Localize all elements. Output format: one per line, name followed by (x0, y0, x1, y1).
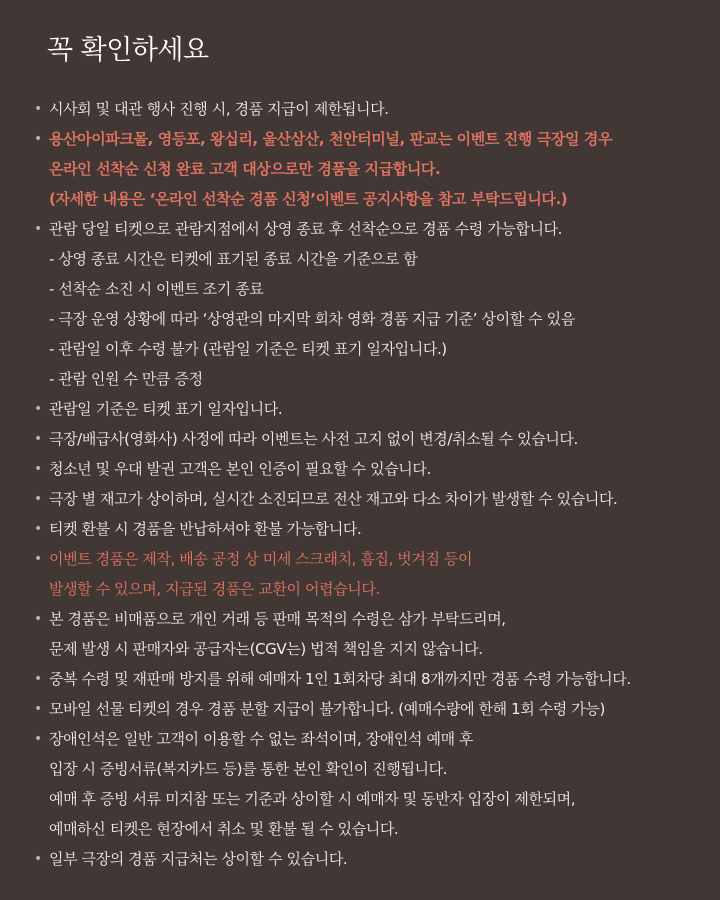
notice-item (0, 724, 720, 754)
bullet-icon: • (34, 731, 42, 747)
notice-item (0, 544, 720, 574)
notice-text: 장애인석은 일반 고객이 이용할 수 없는 좌석이며, 장애인석 예매 후 (49, 730, 474, 748)
notice-text: 이벤트 경품은 제작, 배송 공정 상 미세 스크래치, 흠집, 벗겨짐 등이 (49, 550, 473, 568)
notice-item-continuation (0, 754, 720, 784)
notice-item-continuation (0, 814, 720, 844)
notice-text: 온라인 선착순 신청 완료 고객 대상으로만 경품을 지급합니다. (49, 160, 441, 178)
bullet-icon: • (34, 551, 42, 567)
notice-text: 문제 발생 시 판매자와 공급자는(CGV는) 법적 책임을 지지 않습니다. (49, 640, 483, 658)
notice-item (0, 664, 720, 694)
notice-item (0, 454, 720, 484)
notice-text: 티켓 환불 시 경품을 반납하셔야 환불 가능합니다. (49, 520, 362, 538)
notice-item-continuation (0, 154, 720, 184)
bullet-icon: • (34, 851, 42, 867)
bullet-icon: • (34, 671, 42, 687)
notice-item-continuation (0, 274, 720, 304)
notice-item-continuation (0, 304, 720, 334)
notice-item-continuation (0, 184, 720, 214)
notice-item-continuation (0, 784, 720, 814)
notice-text: 모바일 선물 티켓의 경우 경품 분할 지급이 불가합니다. (예매수량에 한해 1회 수령 가능) (49, 700, 605, 718)
notice-item (0, 844, 720, 874)
notice-item (0, 424, 720, 454)
notice-item-continuation (0, 364, 720, 394)
bullet-icon: • (34, 431, 42, 447)
notice-text: - 선착순 소진 시 이벤트 조기 종료 (49, 280, 264, 298)
bullet-icon: • (34, 401, 42, 417)
bullet-icon: • (34, 701, 42, 717)
notice-text: 극장/배급사(영화사) 사정에 따라 이벤트는 사전 고지 없이 변경/취소될 수 있습니다. (49, 430, 578, 448)
notice-text: 본 경품은 비매품으로 개인 거래 등 판매 목적의 수령은 삼가 부탁드리며, (49, 610, 506, 628)
notice-text: 청소년 및 우대 발권 고객은 본인 인증이 필요할 수 있습니다. (49, 460, 431, 478)
notice-item (0, 94, 720, 124)
notice-item-continuation (0, 244, 720, 274)
notice-item (0, 484, 720, 514)
notice-text: - 관람일 이후 수령 불가 (관람일 기준은 티켓 표기 일자입니다.) (49, 340, 447, 358)
notice-text: 발생할 수 있으며, 지급된 경품은 교환이 어렵습니다. (49, 580, 380, 598)
bullet-icon: • (34, 461, 42, 477)
notice-text: 관람일 기준은 티켓 표기 일자입니다. (49, 400, 283, 418)
notice-item (0, 214, 720, 244)
notice-text: (자세한 내용은 ‘온라인 선착순 경품 신청’이벤트 공지사항을 참고 부탁드립니다.) (49, 190, 568, 208)
notice-text: - 관람 인원 수 만큼 증정 (49, 370, 203, 388)
bullet-icon: • (34, 101, 42, 117)
notice-text: 관람 당일 티켓으로 관람지점에서 상영 종료 후 선착순으로 경품 수령 가능합니다. (49, 220, 563, 238)
notice-item-continuation (0, 334, 720, 364)
notice-item (0, 694, 720, 724)
notice-item-continuation (0, 634, 720, 664)
notice-item (0, 514, 720, 544)
notice-list (0, 94, 720, 874)
notice-item (0, 394, 720, 424)
bullet-icon: • (34, 491, 42, 507)
bullet-icon: • (34, 221, 42, 237)
bullet-icon: • (34, 611, 42, 627)
notice-text: 예매 후 증빙 서류 미지참 또는 기준과 상이할 시 예매자 및 동반자 입장이 제한되며, (49, 790, 576, 808)
bullet-icon: • (34, 521, 42, 537)
notice-text: 중복 수령 및 재판매 방지를 위해 예매자 1인 1회차당 최대 8개까지만 경품 수령 가능합니다. (49, 670, 631, 688)
notice-text: 극장 별 재고가 상이하며, 실시간 소진되므로 전산 재고와 다소 차이가 발생할 수 있습니다. (49, 490, 618, 508)
bullet-icon: • (34, 131, 42, 147)
notice-text: 용산아이파크몰, 영등포, 왕십리, 울산삼산, 천안터미널, 판교는 이벤트 진행 극장일 경우 (49, 130, 613, 148)
notice-text: - 극장 운영 상황에 따라 ‘상영관의 마지막 회차 영화 경품 지급 기준’ 상이할 수 있음 (49, 310, 575, 328)
notice-text: 시사회 및 대관 행사 진행 시, 경품 지급이 제한됩니다. (49, 100, 389, 118)
notice-text: 입장 시 증빙서류(복지카드 등)를 통한 본인 확인이 진행됩니다. (49, 760, 448, 778)
notice-text: 예매하신 티켓은 현장에서 취소 및 환불 될 수 있습니다. (49, 820, 399, 838)
notice-text: - 상영 종료 시간은 티켓에 표기된 종료 시간을 기준으로 함 (49, 250, 418, 268)
notice-title: 꼭 확인하세요 (47, 35, 209, 66)
notice-item (0, 604, 720, 634)
notice-text: 일부 극장의 경품 지급처는 상이할 수 있습니다. (49, 850, 348, 868)
notice-item (0, 124, 720, 154)
notice-item-continuation (0, 574, 720, 604)
